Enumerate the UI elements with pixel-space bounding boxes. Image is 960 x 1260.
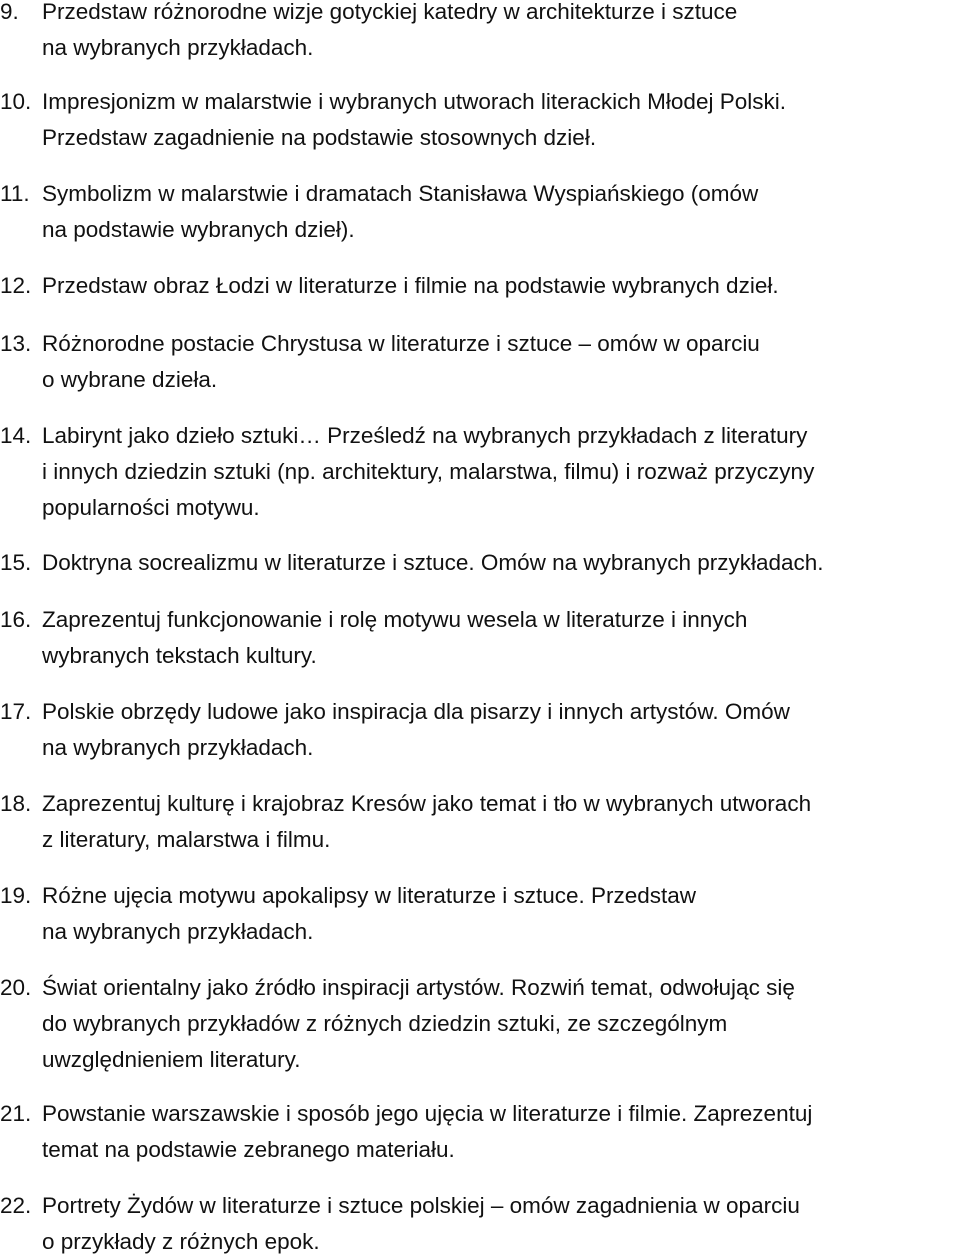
topic-text-line: wybranych tekstach kultury. (42, 642, 317, 668)
topic-item (0, 0, 960, 66)
topic-item (0, 545, 960, 581)
topic-item (0, 694, 960, 766)
topic-text-line: Zaprezentuj funkcjonowanie i rolę motywu wesela w literaturze i innych (42, 607, 748, 632)
topic-text-line: Impresjonizm w malarstwie i wybranych utworach literackich Młodej Polski. (42, 89, 786, 114)
topic-text-line: Przedstaw różnorodne wizje gotyckiej katedry w architekturze i sztuce (42, 0, 738, 24)
topic-number: 22. (0, 1193, 32, 1218)
topic-text-line: Przedstaw obraz Łodzi w literaturze i filmie na podstawie wybranych dzieł. (42, 273, 779, 298)
topic-item (0, 1096, 960, 1168)
topic-number: 11. (0, 181, 30, 206)
topic-item (0, 602, 960, 674)
topic-text-line: temat na podstawie zebranego materiału. (42, 1136, 455, 1162)
topic-text-line: Symbolizm w malarstwie i dramatach Stanisława Wyspiańskiego (omów (42, 181, 759, 206)
topic-text-line: na wybranych przykładach. (42, 918, 314, 944)
topic-text-line: Doktryna socrealizmu w literaturze i sztuce. Omów na wybranych przykładach. (42, 550, 824, 575)
topic-item (0, 84, 960, 156)
topic-text-line: Powstanie warszawskie i sposób jego ujęcia w literaturze i filmie. Zaprezentuj (42, 1101, 813, 1126)
topic-item (0, 878, 960, 950)
topic-number: 12. (0, 273, 32, 298)
topic-number: 20. (0, 975, 32, 1000)
topic-text-line: popularności motywu. (42, 494, 260, 520)
topic-number: 19. (0, 883, 32, 908)
topic-number: 16. (0, 607, 32, 632)
topic-text-line: Portrety Żydów w literaturze i sztuce polskiej – omów zagadnienia w oparciu (42, 1193, 800, 1218)
topic-item (0, 176, 960, 248)
topic-item (0, 786, 960, 858)
topic-number: 18. (0, 791, 32, 816)
topic-item (0, 970, 960, 1077)
topic-number: 9. (0, 0, 19, 24)
topic-number: 15. (0, 550, 32, 575)
topic-text-line: i innych dziedzin sztuki (np. architektury, malarstwa, filmu) i rozważ przyczyny (42, 458, 815, 484)
topic-text-line: na wybranych przykładach. (42, 34, 314, 60)
topic-text-line: Polskie obrzędy ludowe jako inspiracja dla pisarzy i innych artystów. Omów (42, 699, 790, 724)
topic-number: 10. (0, 89, 32, 114)
topic-item (0, 418, 960, 525)
topic-text-line: Przedstaw zagadnienie na podstawie stosownych dzieł. (42, 124, 597, 150)
topic-text-line: na wybranych przykładach. (42, 734, 314, 760)
topic-text-line: do wybranych przykładów z różnych dziedzin sztuki, ze szczególnym (42, 1010, 728, 1036)
topic-text-line: Labirynt jako dzieło sztuki… Prześledź na wybranych przykładach z literatury (42, 423, 808, 448)
topic-text-line: o przykłady z różnych epok. (42, 1228, 320, 1254)
topic-text-line: Różne ujęcia motywu apokalipsy w literaturze i sztuce. Przedstaw (42, 883, 697, 908)
topic-number: 17. (0, 699, 32, 724)
topic-item (0, 326, 960, 398)
topic-number: 13. (0, 331, 32, 356)
topic-item (0, 268, 960, 304)
topic-text-line: Świat orientalny jako źródło inspiracji artystów. Rozwiń temat, odwołując się (42, 975, 795, 1000)
topic-text-line: o wybrane dzieła. (42, 366, 218, 392)
topic-text-line: Różnorodne postacie Chrystusa w literaturze i sztuce – omów w oparciu (42, 331, 760, 356)
topic-number: 14. (0, 423, 32, 448)
topic-text-line: z literatury, malarstwa i filmu. (42, 826, 331, 852)
topic-item (0, 1188, 960, 1260)
topic-text-line: Zaprezentuj kulturę i krajobraz Kresów jako temat i tło w wybranych utworach (42, 791, 812, 816)
topic-number: 21. (0, 1101, 32, 1126)
topic-text-line: uwzględnieniem literatury. (42, 1046, 301, 1072)
topic-text-line: na podstawie wybranych dzieł). (42, 216, 355, 242)
